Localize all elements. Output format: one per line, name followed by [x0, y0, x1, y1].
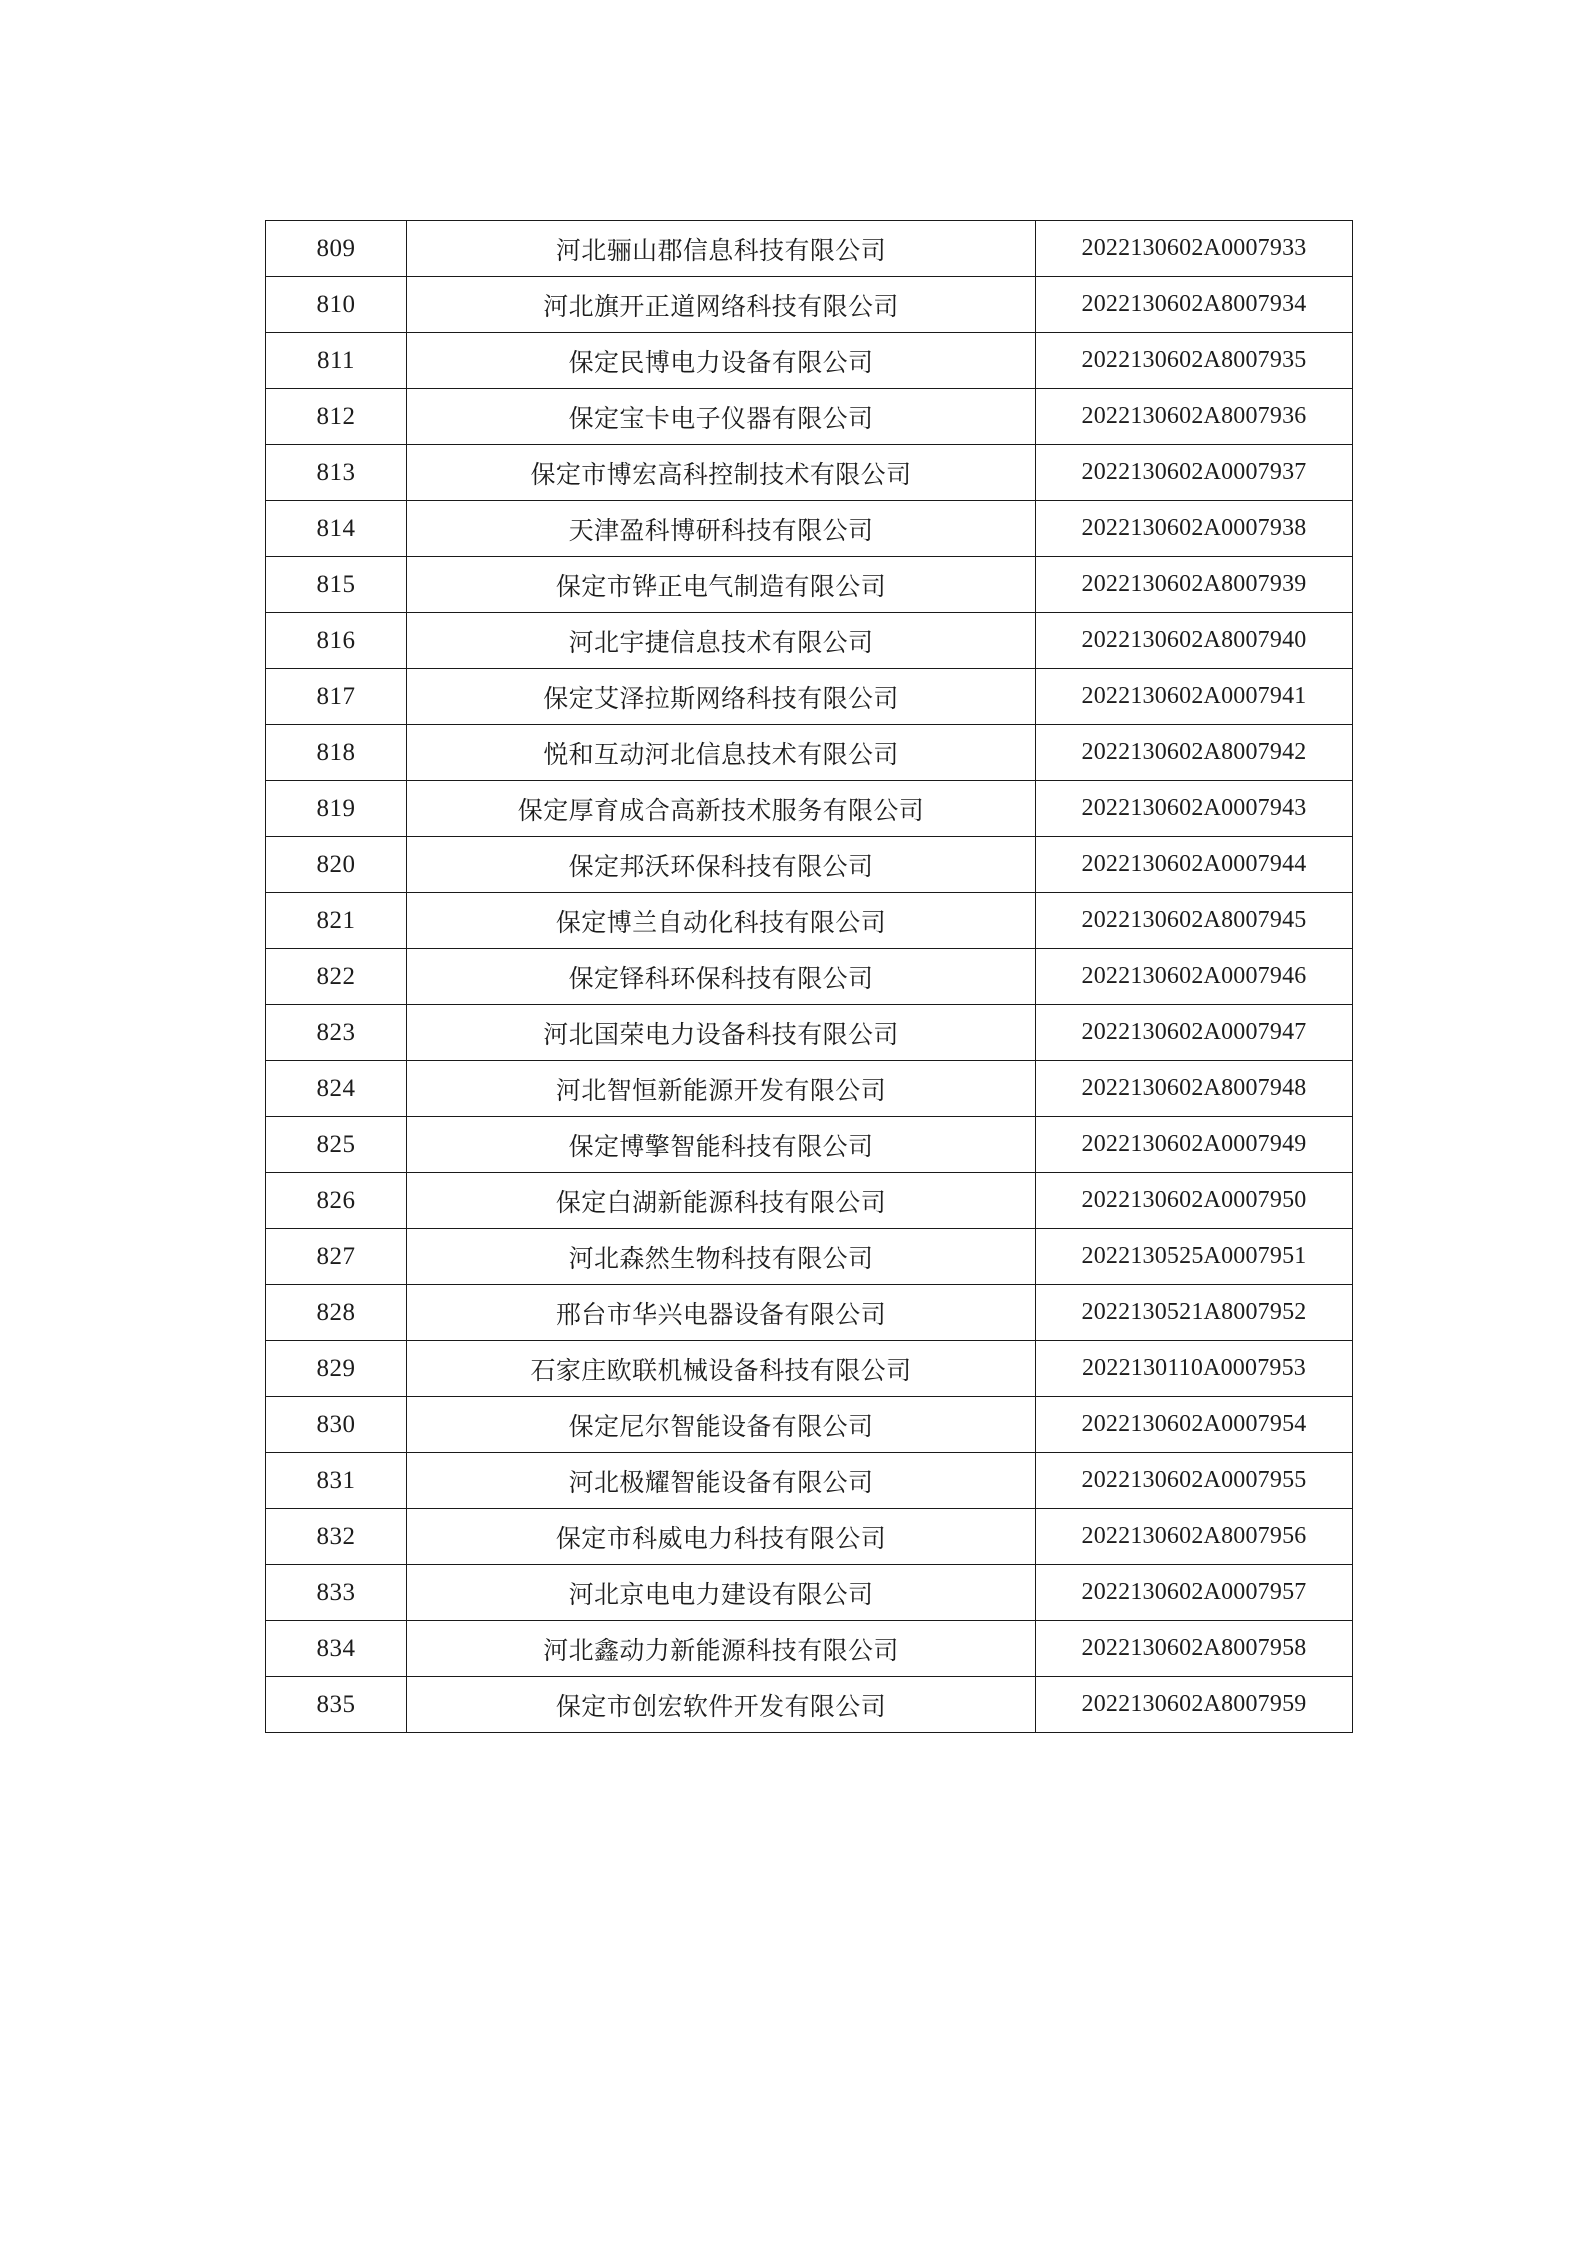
registration-table: [265, 220, 1353, 1733]
cell-sequence-number: 828: [266, 1285, 407, 1341]
table-row: [266, 1397, 1353, 1453]
cell-company-name: 河北鑫动力新能源科技有限公司: [407, 1621, 1036, 1677]
cell-registration-code: 2022130602A0007954: [1036, 1397, 1353, 1453]
table-row: [266, 1285, 1353, 1341]
cell-registration-code: 2022130602A0007947: [1036, 1005, 1353, 1061]
cell-sequence-number: 816: [266, 613, 407, 669]
cell-sequence-number: 833: [266, 1565, 407, 1621]
cell-registration-code: 2022130602A8007936: [1036, 389, 1353, 445]
table-row: [266, 333, 1353, 389]
cell-registration-code: 2022130602A0007941: [1036, 669, 1353, 725]
cell-sequence-number: 830: [266, 1397, 407, 1453]
cell-registration-code: 2022130525A0007951: [1036, 1229, 1353, 1285]
cell-company-name: 保定市铧正电气制造有限公司: [407, 557, 1036, 613]
cell-registration-code: 2022130602A0007946: [1036, 949, 1353, 1005]
cell-company-name: 保定市创宏软件开发有限公司: [407, 1677, 1036, 1733]
cell-registration-code: 2022130602A0007955: [1036, 1453, 1353, 1509]
table-row: [266, 389, 1353, 445]
cell-company-name: 河北旗开正道网络科技有限公司: [407, 277, 1036, 333]
cell-sequence-number: 835: [266, 1677, 407, 1733]
cell-registration-code: 2022130602A8007945: [1036, 893, 1353, 949]
table-row: [266, 949, 1353, 1005]
cell-company-name: 保定市科威电力科技有限公司: [407, 1509, 1036, 1565]
cell-sequence-number: 810: [266, 277, 407, 333]
cell-company-name: 保定厚育成合高新技术服务有限公司: [407, 781, 1036, 837]
cell-sequence-number: 826: [266, 1173, 407, 1229]
cell-sequence-number: 822: [266, 949, 407, 1005]
cell-registration-code: 2022130602A0007950: [1036, 1173, 1353, 1229]
cell-registration-code: 2022130602A0007937: [1036, 445, 1353, 501]
table-body: [266, 221, 1353, 1733]
table-row: [266, 1173, 1353, 1229]
table-row: [266, 1509, 1353, 1565]
table-row: [266, 1005, 1353, 1061]
cell-registration-code: 2022130602A0007938: [1036, 501, 1353, 557]
cell-sequence-number: 823: [266, 1005, 407, 1061]
cell-sequence-number: 820: [266, 837, 407, 893]
cell-registration-code: 2022130602A8007959: [1036, 1677, 1353, 1733]
cell-company-name: 保定民博电力设备有限公司: [407, 333, 1036, 389]
cell-sequence-number: 818: [266, 725, 407, 781]
table-row: [266, 501, 1353, 557]
cell-sequence-number: 813: [266, 445, 407, 501]
table-row: [266, 1621, 1353, 1677]
cell-registration-code: 2022130110A0007953: [1036, 1341, 1353, 1397]
table-row: [266, 1565, 1353, 1621]
cell-company-name: 保定市博宏高科控制技术有限公司: [407, 445, 1036, 501]
cell-company-name: 河北智恒新能源开发有限公司: [407, 1061, 1036, 1117]
cell-company-name: 河北骊山郡信息科技有限公司: [407, 221, 1036, 277]
table-row: [266, 781, 1353, 837]
cell-registration-code: 2022130602A8007939: [1036, 557, 1353, 613]
cell-registration-code: 2022130602A8007948: [1036, 1061, 1353, 1117]
cell-company-name: 天津盈科博研科技有限公司: [407, 501, 1036, 557]
cell-company-name: 河北森然生物科技有限公司: [407, 1229, 1036, 1285]
cell-sequence-number: 819: [266, 781, 407, 837]
cell-registration-code: 2022130521A8007952: [1036, 1285, 1353, 1341]
cell-company-name: 河北宇捷信息技术有限公司: [407, 613, 1036, 669]
cell-company-name: 河北国荣电力设备科技有限公司: [407, 1005, 1036, 1061]
cell-registration-code: 2022130602A0007944: [1036, 837, 1353, 893]
cell-registration-code: 2022130602A8007942: [1036, 725, 1353, 781]
table-row: [266, 1229, 1353, 1285]
cell-sequence-number: 825: [266, 1117, 407, 1173]
table-row: [266, 221, 1353, 277]
cell-company-name: 保定博擎智能科技有限公司: [407, 1117, 1036, 1173]
cell-sequence-number: 812: [266, 389, 407, 445]
cell-registration-code: 2022130602A8007940: [1036, 613, 1353, 669]
table-row: [266, 837, 1353, 893]
cell-sequence-number: 824: [266, 1061, 407, 1117]
table-row: [266, 1061, 1353, 1117]
table-row: [266, 1341, 1353, 1397]
table-row: [266, 725, 1353, 781]
cell-sequence-number: 831: [266, 1453, 407, 1509]
cell-company-name: 邢台市华兴电器设备有限公司: [407, 1285, 1036, 1341]
table-row: [266, 1677, 1353, 1733]
cell-sequence-number: 815: [266, 557, 407, 613]
cell-sequence-number: 827: [266, 1229, 407, 1285]
cell-registration-code: 2022130602A8007934: [1036, 277, 1353, 333]
table-row: [266, 557, 1353, 613]
cell-sequence-number: 829: [266, 1341, 407, 1397]
cell-sequence-number: 811: [266, 333, 407, 389]
table-row: [266, 1453, 1353, 1509]
cell-registration-code: 2022130602A8007935: [1036, 333, 1353, 389]
cell-sequence-number: 821: [266, 893, 407, 949]
cell-company-name: 保定博兰自动化科技有限公司: [407, 893, 1036, 949]
cell-company-name: 保定艾泽拉斯网络科技有限公司: [407, 669, 1036, 725]
cell-company-name: 河北极耀智能设备有限公司: [407, 1453, 1036, 1509]
cell-sequence-number: 834: [266, 1621, 407, 1677]
cell-registration-code: 2022130602A0007943: [1036, 781, 1353, 837]
cell-sequence-number: 814: [266, 501, 407, 557]
table-row: [266, 445, 1353, 501]
cell-registration-code: 2022130602A0007957: [1036, 1565, 1353, 1621]
cell-registration-code: 2022130602A0007949: [1036, 1117, 1353, 1173]
cell-company-name: 悦和互动河北信息技术有限公司: [407, 725, 1036, 781]
cell-company-name: 保定白湖新能源科技有限公司: [407, 1173, 1036, 1229]
cell-sequence-number: 817: [266, 669, 407, 725]
cell-registration-code: 2022130602A0007933: [1036, 221, 1353, 277]
registration-table-container: [265, 220, 1325, 1733]
cell-company-name: 河北京电电力建设有限公司: [407, 1565, 1036, 1621]
table-row: [266, 277, 1353, 333]
cell-registration-code: 2022130602A8007956: [1036, 1509, 1353, 1565]
cell-company-name: 保定邦沃环保科技有限公司: [407, 837, 1036, 893]
cell-company-name: 保定铎科环保科技有限公司: [407, 949, 1036, 1005]
cell-sequence-number: 832: [266, 1509, 407, 1565]
table-row: [266, 893, 1353, 949]
cell-sequence-number: 809: [266, 221, 407, 277]
cell-company-name: 保定尼尔智能设备有限公司: [407, 1397, 1036, 1453]
table-row: [266, 613, 1353, 669]
cell-registration-code: 2022130602A8007958: [1036, 1621, 1353, 1677]
table-row: [266, 1117, 1353, 1173]
cell-company-name: 保定宝卡电子仪器有限公司: [407, 389, 1036, 445]
cell-company-name: 石家庄欧联机械设备科技有限公司: [407, 1341, 1036, 1397]
table-row: [266, 669, 1353, 725]
